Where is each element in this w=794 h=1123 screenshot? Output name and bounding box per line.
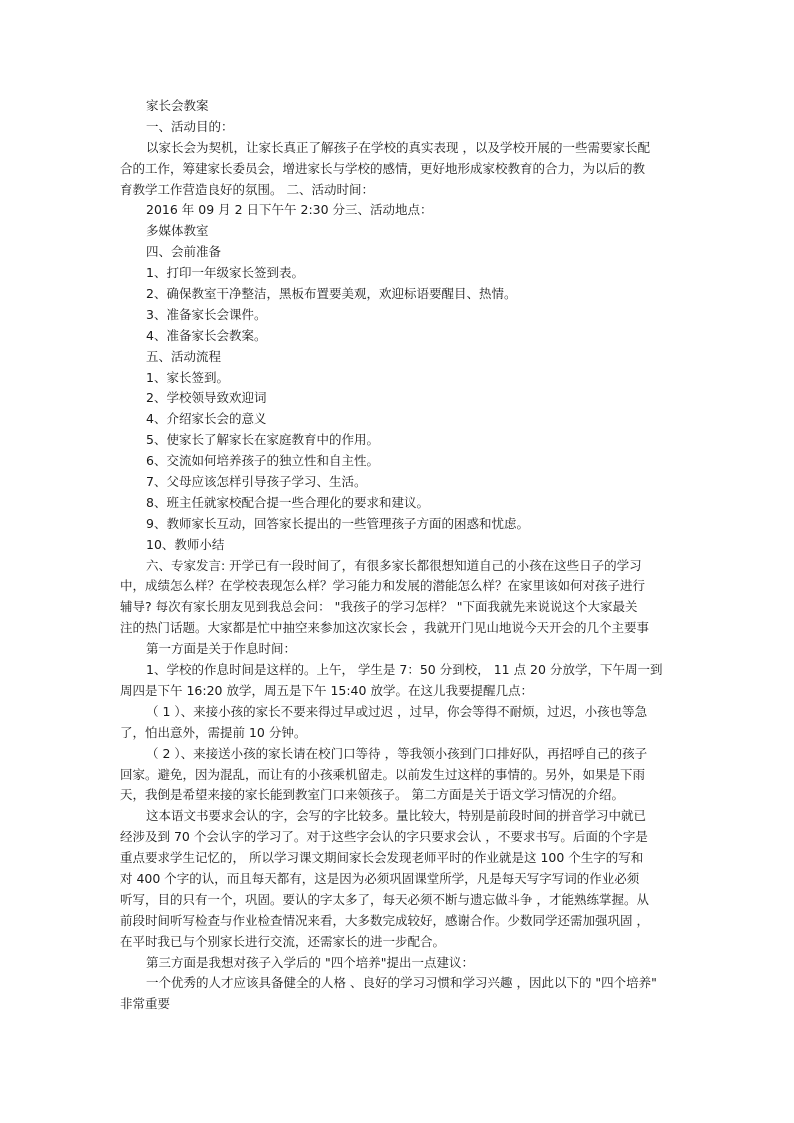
text-line: 5、使家长了解家长在家庭教育中的作用。	[146, 432, 379, 448]
text-line: 多媒体教室	[146, 223, 209, 239]
text-line: 听写，目的只有一个，巩固。要认的字太多了，每天必须不断与遗忘做斗争 ，才能熟练掌握。从	[120, 891, 649, 907]
text-line: 第三方面是我想对孩子入学后的 "四个培养"提出一点建议：	[146, 954, 474, 970]
document-title: 家长会教案	[146, 98, 209, 113]
text-line: 五、活动流程	[146, 348, 222, 364]
text-line: 第一方面是关于作息时间：	[146, 641, 297, 657]
text-line: 3、准备家长会课件。	[146, 306, 267, 322]
text-line: 2、学校领导致欢迎词	[146, 390, 267, 406]
text-line: 注的热门话题。大家都是忙中抽空来参加这次家长会 ，我就开门见山地说今天开会的几个主要事	[120, 620, 649, 636]
text-line: 非常重要	[120, 996, 171, 1012]
text-line: （ 1 ）、来接小孩的家长不要来得过早或过迟 ，过早，你会等得不耐烦，过迟，小孩也等急	[146, 703, 648, 719]
text-line: 这本语文书要求会认的字，会写的字比较多。量比较大，特别是前段时间的拼音学习中就已	[146, 808, 647, 824]
text-line: 周四是下午 16:20 放学，周五是下午 15:40 放学。在这儿我要提醒几点：	[120, 682, 533, 698]
text-line: 1、打印一年级家长签到表。	[146, 265, 304, 281]
text-line: 重点要求学生记忆的， 所以学习课文期间家长会发现老师平时的作业就是这 100 个生字的写和	[120, 850, 644, 866]
text-line: 2、确保教室干净整洁，黑板布置要美观，欢迎标语要醒目、热情。	[146, 286, 517, 302]
text-line: 经涉及到 70 个会认字的学习了。对于这些字会认的字只要求会认 ，不要求书写。后面的个字是	[120, 829, 648, 845]
text-line: 7、父母应该怎样引导孩子学习、生活。	[146, 474, 367, 490]
text-line: 以家长会为契机，让家长真正了解孩子在学校的真实表现 ，以及学校开展的一些需要家长配	[146, 139, 650, 155]
text-line: 四、会前准备	[146, 244, 222, 260]
text-line: 回家。避免，因为混乱，而让有的小孩乘机留走。以前发生过这样的事情的。另外，如果是下雨	[120, 766, 646, 782]
document-page	[120, 96, 682, 1015]
text-line: 2016 年 09 月 2 日下午午 2:30 分三、活动地点：	[146, 202, 433, 218]
text-line: 4、介绍家长会的意义	[146, 411, 267, 427]
text-line: 8、班主任就家校配合提一些合理化的要求和建议。	[146, 494, 429, 510]
text-line: 6、交流如何培养孩子的独立性和自主性。	[146, 453, 379, 469]
text-line: 合的工作，筹建家长委员会，增进家长与学校的感情，更好地形成家校教育的合力，为以后的教	[120, 160, 646, 176]
text-line: 1、家长签到。	[146, 369, 229, 385]
text-line: 在平时我已与个别家长进行交流，还需家长的进一步配合。	[120, 933, 446, 949]
text-line: 一个优秀的人才应该具备健全的人格 、良好的学习习惯和学习兴趣 ，因此以下的 "四个培养"	[146, 975, 657, 991]
text-line: 一、活动目的：	[146, 118, 234, 134]
text-line: 1、学校的作息时间是这样的。上午， 学生是 7：50 分到校， 11 点 20 分放学，下午周一到	[146, 662, 663, 678]
text-line: （ 2 ）、来接送小孩的家长请在校门口等待 ，等我领小孩到门口排好队，再招呼自己的孩子	[146, 745, 648, 761]
text-line: 了，怕出意外，需提前 10 分钟。	[120, 724, 307, 740]
text-line: 4、准备家长会教案。	[146, 327, 267, 343]
text-line: 前段时间听写检查与作业检查情况来看，大多数完成较好，感谢合作。少数同学还需加强巩固 ，	[120, 912, 649, 928]
text-line: 中，成绩怎么样？在学校表现怎么样？学习能力和发展的潜能怎么样？在家里该如何对孩子进行	[120, 578, 646, 594]
text-line: 育教学工作营造良好的氛围。 二、活动时间：	[120, 181, 374, 197]
text-line: 9、教师家长互动，回答家长提出的一些管理孩子方面的困惑和忧虑。	[146, 515, 529, 531]
text-line: 六、专家发言: 开学已有一段时间了，有很多家长都很想知道自己的小孩在这些日子的学习	[146, 557, 642, 573]
text-line: 天，我倒是希望来接的家长能到教室门口来领孩子。 第二方面是关于语文学习情况的介绍。	[120, 787, 624, 803]
text-line: 辅导? 每次有家长朋友见到我总会问： "我孩子的学习怎样？ "下面我就先来说说这个大家最关	[120, 599, 638, 615]
text-line: 对 400 个字的认，而且每天都有，这是因为必须巩固课堂所学，凡是每天写字写词的作业必须	[120, 870, 640, 886]
text-line: 10、教师小结	[146, 536, 225, 552]
